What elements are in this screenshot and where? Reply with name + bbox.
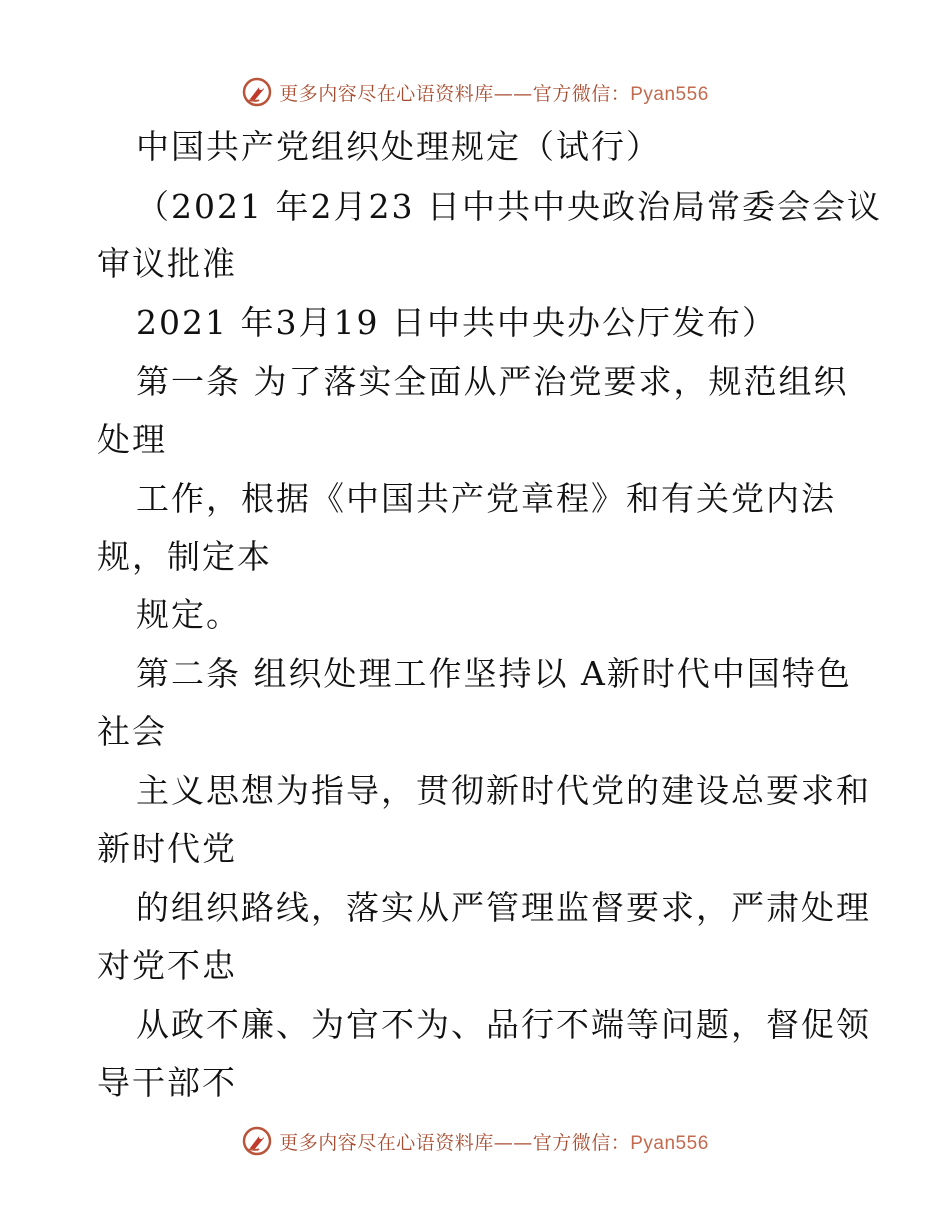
- document-line: 导干部不: [97, 1063, 237, 1102]
- watermark-main-text: 更多内容尽在心语资料库——官方微信：: [279, 82, 631, 105]
- document-line: 对党不忠: [97, 946, 237, 985]
- document-line: 规定。: [136, 595, 241, 634]
- document-title: 中国共产党组织处理规定（试行）: [136, 127, 661, 166]
- document-line: 社会: [97, 712, 167, 751]
- document-line: 工作，根据《中国共产党章程》和有关党内法: [136, 479, 836, 518]
- watermark-text: [279, 1128, 709, 1155]
- pen-nib-logo-icon: [241, 1125, 273, 1157]
- watermark-main-text: 更多内容尽在心语资料库——官方微信：: [279, 1131, 631, 1154]
- document-line: 新时代党: [97, 829, 237, 868]
- document-line: 从政不廉、为官不为、品行不端等问题，督促领: [136, 1005, 871, 1044]
- document-line: 第二条 组织处理工作坚持以 A新时代中国特色: [136, 654, 852, 693]
- document-line: 处理: [97, 420, 167, 459]
- document-line: 的组织路线，落实从严管理监督要求，严肃处理: [136, 888, 871, 927]
- watermark-wechat-id: Pyan556: [630, 83, 709, 105]
- document-line: 2021 年3月19 日中共中央办公厅发布）: [136, 303, 777, 342]
- document-line: 审议批准: [97, 244, 237, 283]
- footer-watermark: [0, 1121, 950, 1161]
- document-line: （2021 年2月23 日中共中央政治局常委会会议: [136, 187, 882, 226]
- document-line: 主义思想为指导，贯彻新时代党的建设总要求和: [136, 771, 871, 810]
- watermark-wechat-id: Pyan556: [630, 1132, 709, 1154]
- document-line: 第一条 为了落实全面从严治党要求，规范组织: [136, 362, 849, 401]
- document-line: 规，制定本: [97, 537, 272, 576]
